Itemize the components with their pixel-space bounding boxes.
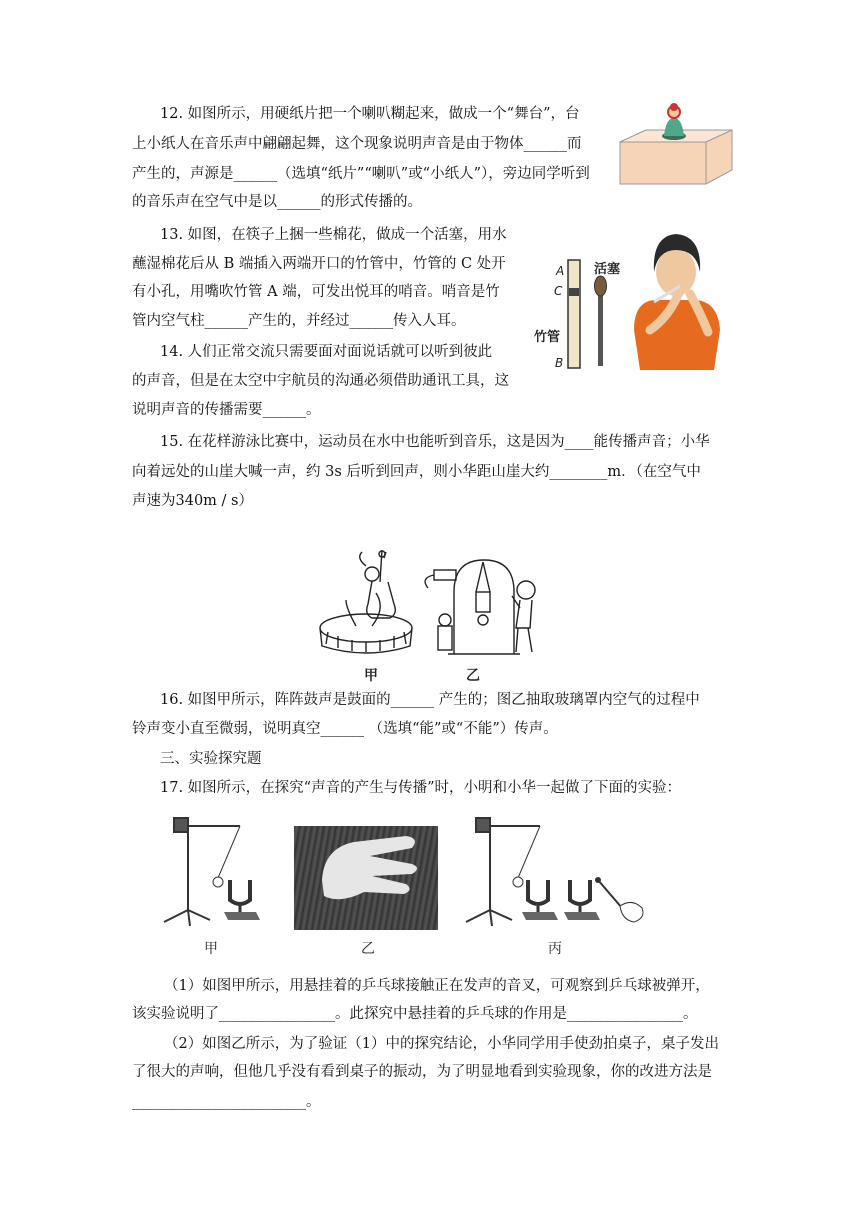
q14-line-2: 的声音，但是在太空中宇航员的沟通必须借助通讯工具，这 bbox=[132, 373, 509, 389]
q17-line-1: 17. 如图所示，在探究“声音的产生与传播”时，小明和小华一起做了下面的实验： bbox=[160, 780, 681, 796]
q15-line-1: 15. 在花样游泳比赛中，运动员在水中也能听到音乐，这是因为____能传播声音；小华 bbox=[160, 434, 710, 450]
q15-line-3: 声速为340m / s） bbox=[132, 493, 253, 509]
q13-label-c: C bbox=[554, 284, 563, 298]
q17-fig-a bbox=[160, 812, 270, 932]
q13-label-tube: 竹管 bbox=[534, 330, 561, 345]
q13-line-4: 管内空气柱______产生的，并经过______传入人耳。 bbox=[132, 313, 466, 329]
q17-fig-b-photo bbox=[294, 826, 438, 930]
q17-part2-line-1: （2）如图乙所示，为了验证（1）中的探究结论，小华同学用手使劲拍桌子，桌子发出 bbox=[164, 1036, 719, 1052]
q15-line-2: 向着远处的山崖大喊一声，约 3s 后听到回声，则小华距山崖大约________m．（在空气中 bbox=[132, 464, 701, 480]
q12-stage-figure bbox=[616, 98, 734, 188]
q17-fig-c bbox=[462, 812, 652, 932]
q13-label-a: A bbox=[556, 264, 565, 278]
q17-caption-b: 乙 bbox=[361, 941, 375, 957]
q17-part2-line-2: 了很大的声响，但他几乎没有看到桌子的振动，为了明显地看到实验现象，你的改进方法是 bbox=[132, 1064, 712, 1080]
q12-line-1: 12. 如图所示，用硬纸片把一个喇叭糊起来，做成一个“舞台”，台 bbox=[160, 106, 580, 122]
q17-caption-a: 甲 bbox=[204, 941, 218, 957]
q13-line-2: 蘸湿棉花后从 B 端插入两端开口的竹管中，竹管的 C 处开 bbox=[132, 256, 506, 272]
q16-drum-bell-figure bbox=[316, 548, 548, 658]
q14-line-1: 14. 人们正常交流只需要面对面说话就可以听到彼此 bbox=[160, 344, 493, 360]
q17-part2-line-3: ________________________。 bbox=[132, 1094, 321, 1110]
q12-line-4: 的音乐声在空气中是以______的形式传播的。 bbox=[132, 194, 422, 210]
q13-line-1: 13. 如图，在筷子上捆一些棉花，做成一个活塞，用水 bbox=[160, 227, 507, 243]
q16-line-2: 铃声变小直至微弱，说明真空______ （选填“能”或“不能”）传声。 bbox=[132, 721, 558, 737]
q12-line-2: 上小纸人在音乐声中翩翩起舞，这个现象说明声音是由于物体______而 bbox=[132, 136, 582, 152]
q13-label-b: B bbox=[555, 356, 564, 370]
q16-line-1: 16. 如图甲所示，阵阵鼓声是鼓面的______ 产生的；图乙抽取玻璃罩内空气的过程中 bbox=[160, 692, 700, 708]
q17-part1-line-2: 该实验说明了________________。此探究中悬挂着的乒乓球的作用是________________。 bbox=[132, 1006, 698, 1022]
q13-label-piston: 活塞 bbox=[594, 262, 621, 277]
q14-line-3: 说明声音的传播需要______。 bbox=[132, 402, 321, 418]
q13-line-3: 有小孔，用嘴吹竹管 A 端，可发出悦耳的哨音。哨音是竹 bbox=[132, 284, 500, 300]
q17-part1-line-1: （1）如图甲所示，用悬挂着的乒乓球接触正在发声的音叉，可观察到乒乓球被弹开， bbox=[164, 978, 710, 994]
q12-line-3: 产生的，声源是______（选填“纸片”“喇叭”或“小纸人”），旁边同学听到 bbox=[132, 166, 590, 182]
q16-caption-a: 甲 bbox=[364, 668, 378, 684]
q17-caption-c: 丙 bbox=[548, 941, 562, 957]
section-heading: 三、实验探究题 bbox=[160, 751, 262, 767]
q16-caption-b: 乙 bbox=[466, 668, 480, 684]
